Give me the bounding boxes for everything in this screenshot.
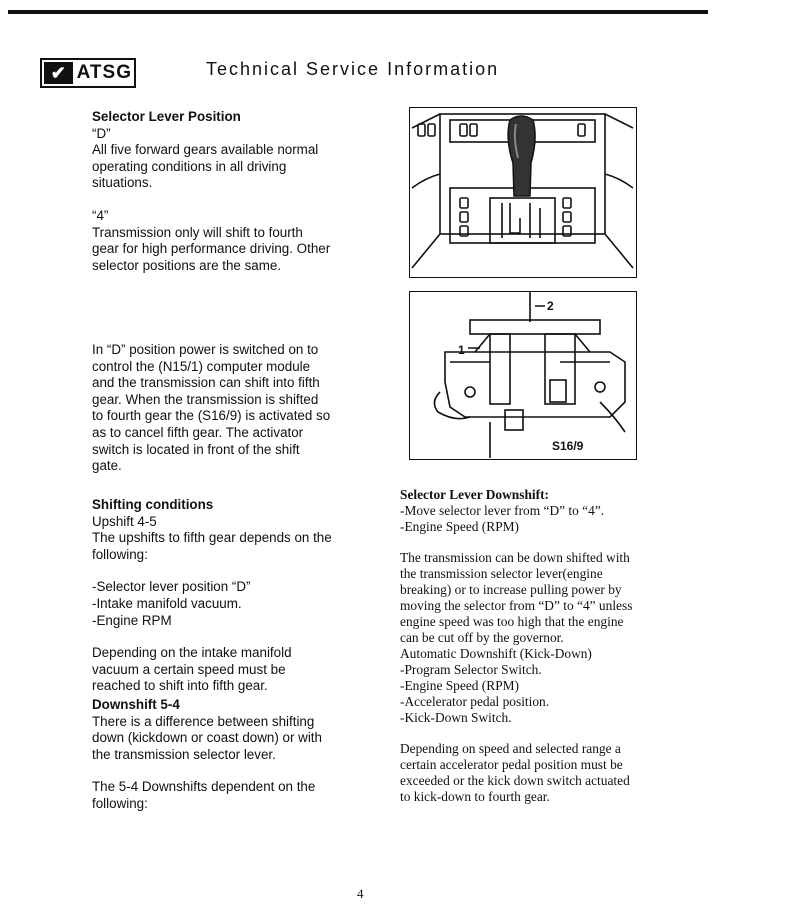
downshift-section [92, 697, 392, 813]
page-number: 4 [357, 886, 364, 901]
paragraph-line: to fourth gear the (S16/9) is activated so [92, 408, 331, 424]
paragraph-line: -Engine Speed (RPM) [400, 519, 520, 534]
paragraph-line: the transmission selector lever. [92, 746, 276, 762]
list-item: -Selector lever position “D” [92, 579, 251, 595]
right-downshift-section [400, 487, 670, 535]
paragraph-line: gate. [92, 458, 122, 474]
paragraph-line: following: [92, 795, 148, 811]
paragraph-line: The 5-4 Downshifts dependent on the [92, 779, 316, 795]
shift-console-illustration [410, 108, 635, 276]
four-line: Transmission only will shift to fourth [92, 224, 303, 240]
top-rule [8, 10, 708, 14]
paragraph-line: reached to shift into fifth gear. [92, 678, 268, 694]
d-line: situations. [92, 175, 153, 191]
selector-heading: Selector Lever Position [92, 109, 241, 124]
paragraph-line: Upshift 4-5 [92, 513, 157, 529]
right-downshift-heading: Selector Lever Downshift: [400, 487, 550, 502]
paragraph-line: vacuum a certain speed must be [92, 661, 286, 677]
paragraph-line: down (kickdown or coast down) or with [92, 730, 322, 746]
paragraph-line: Depending on speed and selected range a [400, 741, 621, 756]
paragraph-line: Automatic Downshift (Kick-Down) [400, 646, 592, 661]
paragraph-line: engine speed was too high that the engine [400, 614, 624, 629]
atsg-logo [40, 58, 136, 88]
paragraph-line: Depending on the intake manifold [92, 645, 292, 661]
four-line: gear for high performance driving. Other [92, 241, 331, 257]
callout-1: 1 [458, 343, 465, 357]
paragraph-line: -Kick-Down Switch. [400, 710, 512, 725]
logo-text: ATSG [76, 62, 132, 83]
downshift-heading: Downshift 5-4 [92, 697, 180, 712]
paragraph-line: following: [92, 546, 148, 562]
paragraph-line: -Engine Speed (RPM) [400, 678, 520, 693]
paragraph-line: -Program Selector Switch. [400, 662, 542, 677]
switch-location-figure [409, 291, 637, 460]
paragraph-line: exceeded or the kick down switch actuated [400, 773, 630, 788]
list-item: -Engine RPM [92, 612, 172, 628]
shifting-heading: Shifting conditions [92, 497, 214, 512]
paragraph-line: The transmission can be down shifted with [400, 550, 630, 565]
four-label: “4” [92, 207, 109, 223]
paragraph-line: switch is located in front of the shift [92, 441, 300, 457]
checkmark-icon: ✔ [44, 62, 73, 84]
paragraph-line: breaking) or to increase pulling power by [400, 582, 622, 597]
d-label: “D” [92, 125, 111, 141]
right-paragraph-1 [400, 550, 670, 726]
selector-section [92, 109, 392, 274]
paragraph-line: There is a difference between shifting [92, 713, 315, 729]
d-position-paragraph [92, 342, 392, 475]
paragraph-line: and the transmission can shift into fifth [92, 375, 320, 391]
paragraph-line: control the (N15/1) computer module [92, 358, 311, 374]
d-line: operating conditions in all driving [92, 158, 287, 174]
paragraph-line: In “D” position power is switched on to [92, 342, 319, 357]
page-title: Technical Service Information [206, 59, 500, 79]
right-paragraph-2 [400, 741, 670, 805]
switch-assembly-illustration [410, 292, 635, 458]
callout-s16-9: S16/9 [552, 439, 584, 453]
paragraph-line: to kick-down to fourth gear. [400, 789, 550, 804]
four-line: selector positions are the same. [92, 257, 282, 273]
list-item: -Intake manifold vacuum. [92, 595, 242, 611]
paragraph-line: certain accelerator pedal position must be [400, 757, 623, 772]
paragraph-line: as to cancel fifth gear. The activator [92, 424, 304, 440]
callout-2: 2 [547, 299, 554, 313]
shifting-section [92, 497, 392, 695]
paragraph-line: -Accelerator pedal position. [400, 694, 550, 709]
paragraph-line: moving the selector from “D” to “4” unless [400, 598, 633, 613]
paragraph-line: gear. When the transmission is shifted [92, 391, 319, 407]
d-line: All five forward gears available normal [92, 142, 319, 158]
paragraph-line: can be cut off by the governor. [400, 630, 564, 645]
paragraph-line: -Move selector lever from “D” to “4”. [400, 503, 605, 518]
paragraph-line: the transmission selector lever(engine [400, 566, 603, 581]
shift-gate-figure [409, 107, 637, 278]
paragraph-line: The upshifts to fifth gear depends on the [92, 530, 332, 546]
